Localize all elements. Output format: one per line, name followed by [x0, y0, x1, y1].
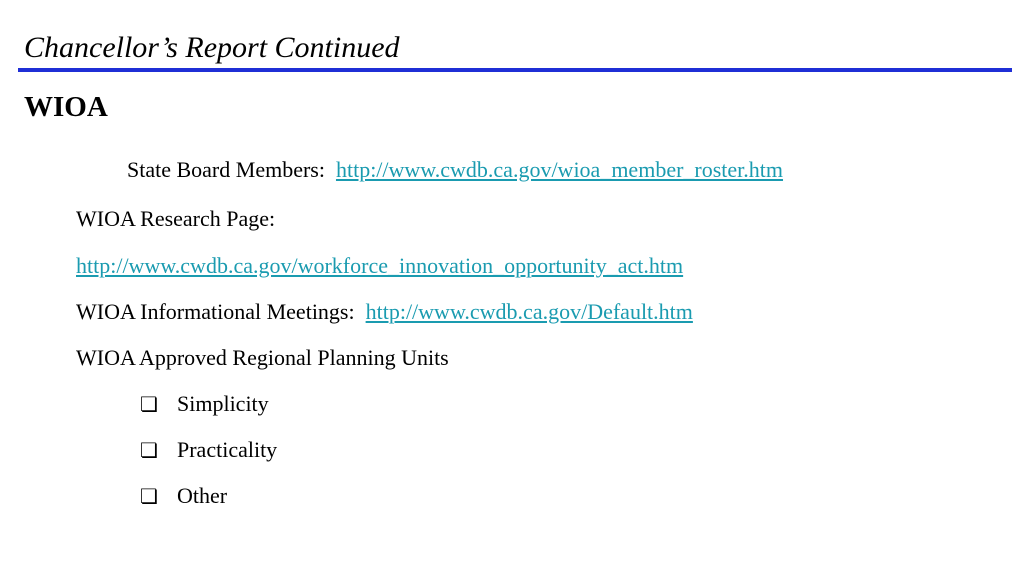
research-page-label: WIOA Research Page: [76, 206, 276, 231]
research-page-link[interactable]: http://www.cwdb.ca.gov/workforce_innovation_opportunity_act.htm [76, 253, 684, 278]
checkbox-icon: ❏ [140, 438, 158, 462]
informational-meetings-link[interactable]: http://www.cwdb.ca.gov/Default.htm [365, 299, 693, 324]
title-divider [18, 68, 1012, 72]
bullet-label: Practicality [177, 437, 278, 462]
planning-units-label: WIOA Approved Regional Planning Units [76, 345, 449, 370]
informational-meetings-label: WIOA Informational Meetings: [76, 299, 355, 324]
bullet-simplicity [140, 391, 269, 417]
bullet-label: Simplicity [177, 391, 269, 416]
slide-title: Chancellor’s Report Continued [24, 31, 400, 64]
checkbox-icon: ❏ [140, 392, 158, 416]
section-heading: WIOA [24, 91, 108, 123]
informational-meetings-line [76, 299, 693, 325]
bullet-label: Other [177, 483, 228, 508]
bullet-other [140, 483, 227, 509]
bullet-practicality [140, 437, 277, 463]
checkbox-icon: ❏ [140, 484, 158, 508]
state-board-line [127, 157, 783, 183]
state-board-label: State Board Members: [127, 157, 325, 182]
state-board-link[interactable]: http://www.cwdb.ca.gov/wioa_member_roster.htm [335, 157, 784, 182]
